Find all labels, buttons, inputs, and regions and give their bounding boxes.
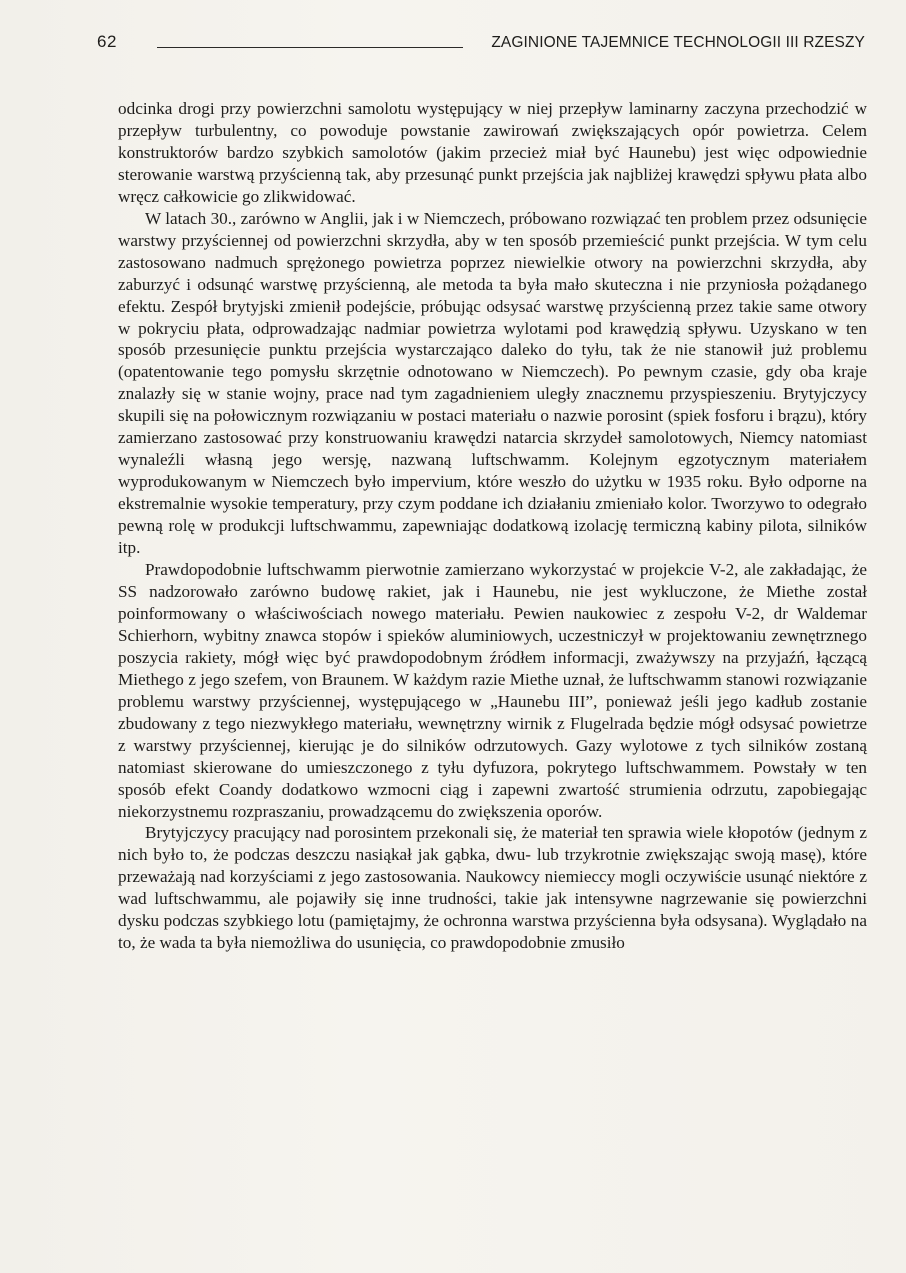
paragraph: W latach 30., zarówno w Anglii, jak i w Niemczech, próbowano rozwiązać ten problem przez odsunięcie warstwy przyściennej od powierzchni skrzydła, aby w ten sposób przemieścić punkt przejścia. W tym celu zastosowano nadmuch sprężonego powietrza poprzez niewielkie otwory na powierzchni skrzydła, aby zaburzyć i odsunąć warstwę przyścienną, ale metoda ta była mało skuteczna i nie przyniosła pożądanego efektu. Zespół brytyjski zmienił podejście, próbując odsysać warstwę przyścienną przez takie same otwory w pokryciu płata, odprowadzając nadmiar powietrza wylotami pod krawędzią spływu. Uzyskano w ten sposób przesunięcie punktu przejścia wystarczająco daleko do tyłu, tak że nie stanowił już problemu (opatentowanie tego pomysłu skrzętnie odnotowano w Niemczech). Po pewnym czasie, gdy oba kraje znalazły się w stanie wojny, prace nad tym zagadnieniem uległy znacznemu przyspieszeniu. Brytyjczycy skupili się na połowicznym rozwiązaniu w postaci materiału o nazwie porosint (spiek fosforu i brązu), który zamierzano zastosować przy konstruowaniu krawędzi natarcia skrzydeł samolotowych, Niemcy natomiast wynaleźli własną jego wersję, nazwaną luftschwamm. Kolejnym egzotycznym materiałem wyprodukowanym w Niemczech było impervium, które weszło do użytku w 1935 roku. Było odporne na ekstremalnie wysokie temperatury, przy czym poddane ich działaniu zmieniało kolor. Tworzywo to odegrało pewną rolę w produkcji luftschwammu, zapewniając dodatkową izolację termiczną kabiny pilota, silników itp. bbox=[118, 208, 867, 558]
running-head bbox=[97, 30, 865, 52]
paragraph: Prawdopodobnie luftschwamm pierwotnie zamierzano wykorzystać w projekcie V-2, ale zakładając, że SS nadzorowało zarówno budowę rakiet, jak i Haunebu, nie jest wykluczone, że Miethe został poinformowany o właściwościach nowego materiału. Pewien naukowiec z zespołu V-2, dr Waldemar Schierhorn, wybitny znawca stopów i spieków aluminiowych, uczestniczył w projektowaniu zewnętrznego poszycia rakiety, mógł więc być prawdopodobnym źródłem informacji, zważywszy na przyjaźń, łączącą Miethego z jego szefem, von Braunem. W każdym razie Miethe uznał, że luftschwamm stanowi rozwiązanie problemu warstwy przyściennej, występującego w „Haunebu III”, ponieważ jeśli jego kadłub zostanie zbudowany z tego niezwykłego materiału, wewnętrzny wirnik z Flugelrada będzie mógł odsysać powietrze z warstwy przyściennej, kierując je do silników odrzutowych. Gazy wylotowe z tych silników zostaną natomiast skierowane do umieszczonego z tyłu dyfuzora, pokrytego luftschwammem. Powstały w ten sposób efekt Coandy dodatkowo wzmocni ciąg i zapewni zwartość strumienia odrzutu, zapobiegając niekorzystnemu rozpraszaniu, prowadzącemu do zwiększenia oporów. bbox=[118, 560, 867, 821]
body-text bbox=[118, 98, 867, 954]
paragraph: Brytyjczycy pracujący nad porosintem przekonali się, że materiał ten sprawia wiele kłopotów (jednym z nich było to, że podczas deszczu nasiąkał jak gąbka, dwu- lub trzykrotnie zwiększając swoją masę), które przeważają nad korzyściami z jego zastosowania. Naukowcy niemieccy mogli oczywiście usunąć niektóre z wad luftschwammu, ale pojawiły się inne trudności, takie jak intensywne nagrzewanie się powierzchni dysku podczas szybkiego lotu (pamiętajmy, że ochronna warstwa przyścienna była odsysana). Wyglądało na to, że wada ta była niemożliwa do usunięcia, co prawdopodobnie zmusiło bbox=[118, 823, 867, 953]
paragraph: odcinka drogi przy powierzchni samolotu występujący w niej przepływ laminarny zaczyna przechodzić w przepływ turbulentny, co powoduje powstanie zawirowań zwiększających opór powietrza. Celem konstruktorów bardzo szybkich samolotów (jakim przecież miał być Haunebu) jest więc odpowiednie sterowanie warstwą przyścienną tak, aby przesunąć punkt przejścia jak najbliżej krawędzi spływu płata albo wręcz całkowicie go zlikwidować. bbox=[118, 99, 867, 206]
header-rule bbox=[157, 47, 463, 48]
running-title: ZAGINIONE TAJEMNICE TECHNOLOGII III RZESZY bbox=[491, 34, 865, 51]
page-number: 62 bbox=[97, 32, 117, 51]
